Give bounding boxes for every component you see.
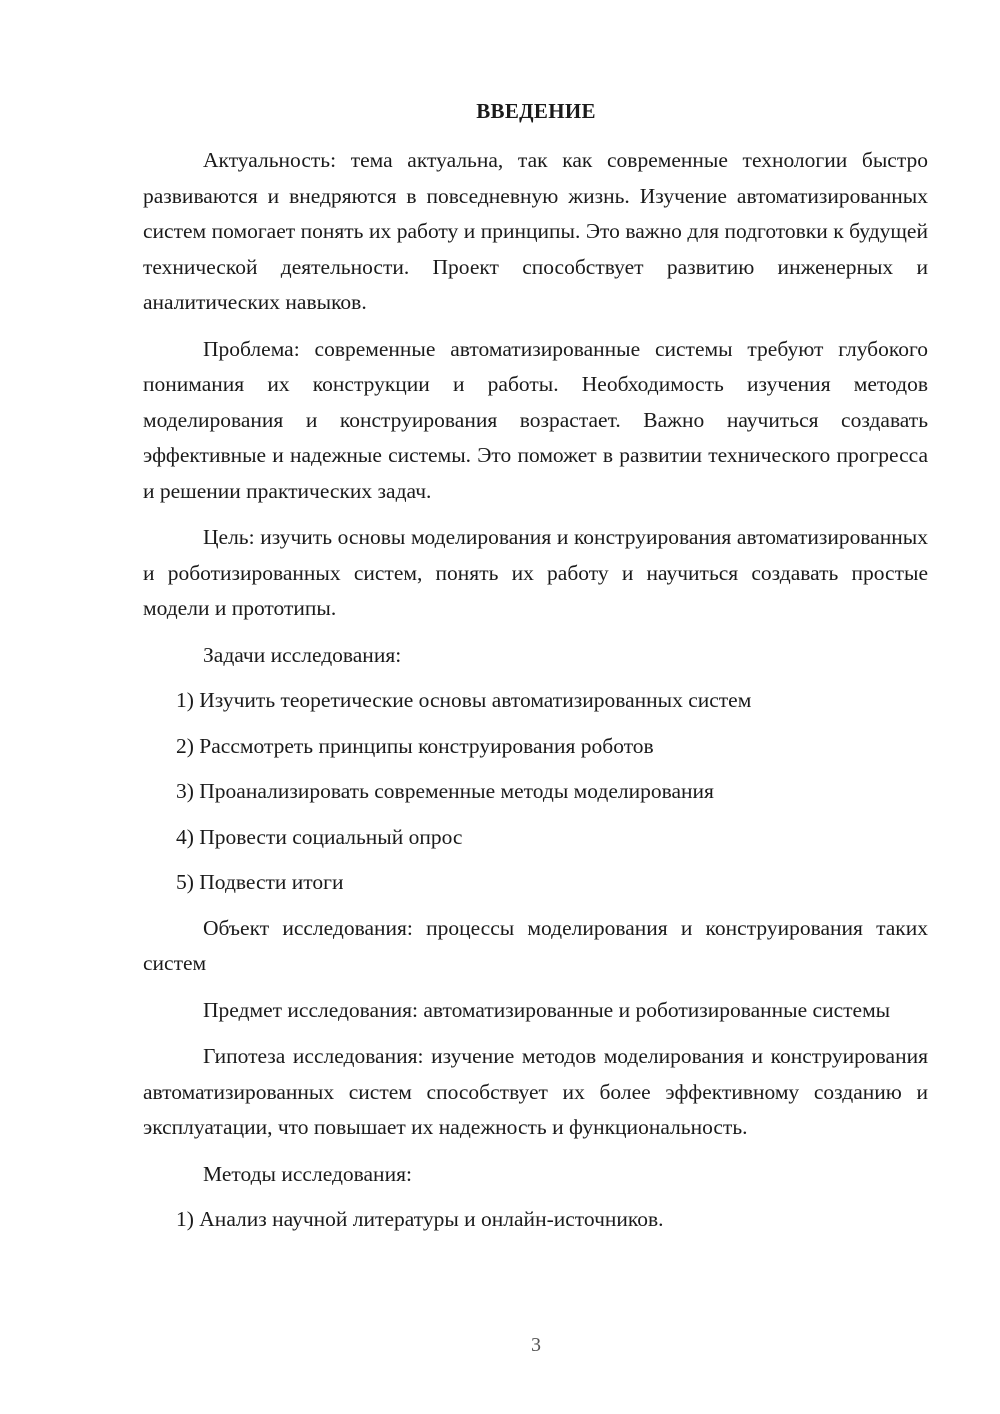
tasks-label: Задачи исследования: bbox=[203, 642, 402, 667]
relevance-paragraph: Актуальность: тема актуальна, так как современные технологии быстро развиваются и внедряются в повседневную жизнь. Изучение автоматизированных систем помогает понять их работу и принципы. Это важно для подготовки к будущей технической деятельности. Проект способствует развитию инженерных и аналитических навыков. bbox=[143, 148, 928, 314]
problem-paragraph: Проблема: современные автоматизированные системы требуют глубокого понимания их конструкции и работы. Необходимость изучения методов моделирования и конструирования возрастает. Важно научиться создавать эффективные и надежные системы. Это поможет в развитии технического прогресса и решении практических задач. bbox=[143, 336, 928, 503]
goal-paragraph: Цель: изучить основы моделирования и конструирования автоматизированных и роботизированных систем, понять их работу и научиться создавать простые модели и прототипы. bbox=[143, 525, 928, 620]
task-item: 2) Рассмотреть принципы конструирования роботов bbox=[176, 733, 654, 758]
method-item: 1) Анализ научной литературы и онлайн-источников. bbox=[176, 1207, 664, 1231]
page-number: 3 bbox=[531, 1334, 541, 1356]
subject-paragraph: Предмет исследования: автоматизированные и роботизированные системы bbox=[203, 997, 891, 1022]
hypothesis-paragraph: Гипотеза исследования: изучение методов моделирования и конструирования автоматизированных систем способствует их более эффективному созданию и эксплуатации, что повышает их надежность и функциональность. bbox=[143, 1044, 928, 1139]
task-item: 5) Подвести итоги bbox=[176, 870, 344, 894]
task-item: 4) Провести социальный опрос bbox=[176, 824, 463, 849]
task-item: 3) Проанализировать современные методы моделирования bbox=[176, 779, 714, 803]
task-item: 1) Изучить теоретические основы автоматизированных систем bbox=[176, 688, 752, 712]
methods-label: Методы исследования: bbox=[203, 1161, 412, 1186]
page-title: ВВЕДЕНИЕ bbox=[476, 99, 596, 123]
document-body bbox=[143, 143, 928, 1238]
object-paragraph: Объект исследования: процессы моделирования и конструирования таких систем bbox=[143, 915, 928, 975]
